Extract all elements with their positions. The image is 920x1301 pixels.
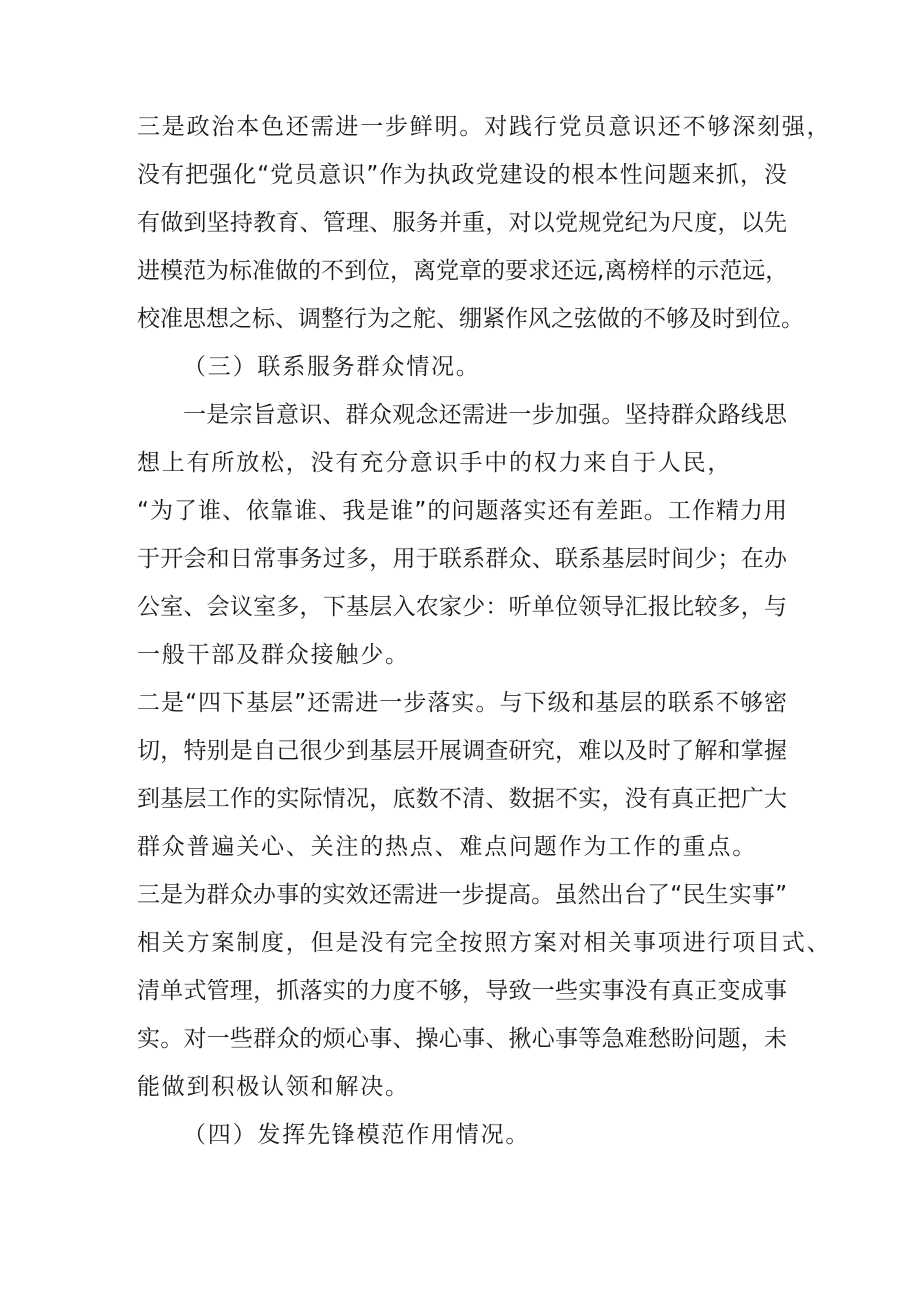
text-line: 三是政治本色还需进一步鲜明。对践行党员意识还不够深刻强，	[137, 114, 832, 140]
text-line: 相关方案制度，但是没有完全按照方案对相关事项进行项目式、	[137, 930, 832, 956]
text-line: 于开会和日常事务过多，用于联系群众、联系基层时间少；在办	[137, 546, 787, 572]
text-line: 三是为群众办事的实效还需进一步提高。虽然出台了“民生实事”	[137, 882, 787, 908]
text-line: 想上有所放松，没有充分意识手中的权力来自于人民，	[137, 450, 733, 476]
text-line: 公室、会议室多，下基层入农家少：听单位领导汇报比较多，与	[137, 594, 787, 620]
text-line: 群众普遍关心、关注的热点、难点问题作为工作的重点。	[137, 834, 757, 860]
text-line: 没有把强化“党员意识”作为执政党建设的根本性问题来抓，没	[137, 162, 787, 188]
text-line: 有做到坚持教育、管理、服务并重，对以党规党纪为尺度，以先	[137, 210, 787, 236]
section-heading: （四）发挥先锋模范作用情况。	[183, 1122, 531, 1148]
text-line: 一是宗旨意识、群众观念还需进一步加强。坚持群众路线思	[183, 402, 787, 428]
text-line: 到基层工作的实际情况，底数不清、数据不实，没有真正把广大	[137, 786, 787, 812]
text-line: 切，特别是自己很少到基层开展调查研究，难以及时了解和掌握	[137, 738, 787, 764]
text-line: 进模范为标准做的不到位，离党章的要求还远,离榜样的示范远，	[137, 258, 789, 284]
text-line: “为了谁、依靠谁、我是谁”的问题落实还有差距。工作精力用	[137, 498, 787, 524]
text-line: 校准思想之标、调整行为之舵、绷紧作风之弦做的不够及时到位。	[137, 306, 804, 332]
text-line: 一般干部及群众接触少。	[137, 642, 410, 668]
text-line: 能做到积极认领和解决。	[137, 1074, 410, 1100]
text-line: 清单式管理，抓落实的力度不够，导致一些实事没有真正变成事	[137, 978, 787, 1004]
text-line: 二是“四下基层”还需进一步落实。与下级和基层的联系不够密	[137, 690, 787, 716]
section-heading: （三）联系服务群众情况。	[183, 354, 481, 380]
text-line: 实。对一些群众的烦心事、操心事、揪心事等急难愁盼问题，未	[137, 1026, 787, 1052]
